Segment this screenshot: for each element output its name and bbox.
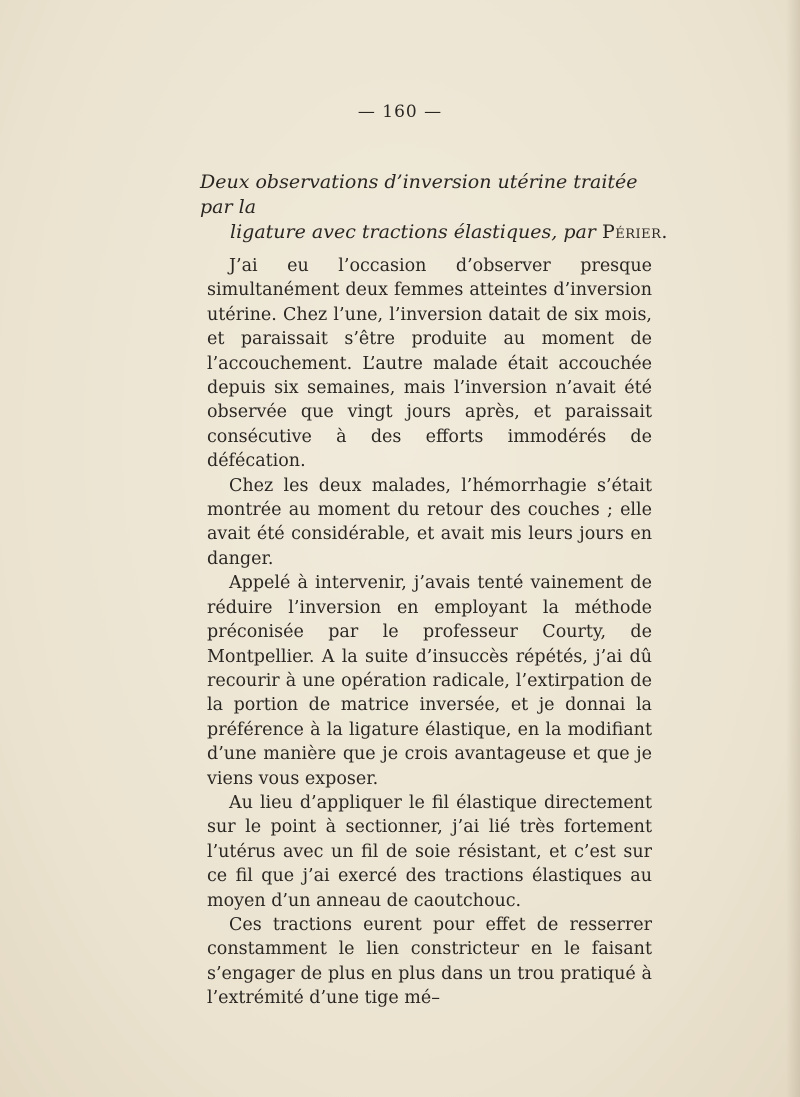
body-text [207,254,652,1011]
article-title [200,170,670,245]
paragraph: Au lieu d’appliquer le fil élastique directement sur le point à sectionner, j’ai lié très fortement l’utérus avec un fil de soie résistant, et c’est sur ce fil que j’ai exercé des tractions élastiques au moyen d’un anneau de caoutchouc. [207,792,652,911]
title-line-2-text: ligature avec tractions élastiques, par [230,221,602,243]
title-line-1: Deux observations d’inversion utérine traitée par la [200,171,638,218]
page-number: — 160 — [357,102,443,122]
page-edge-shadow [786,0,800,1097]
paragraph: Appelé à intervenir, j’avais tenté vainement de réduire l’inversion en employant la méthode préconisée par le professeur Courty, de Montpellier. A la suite d’insuccès répétés, j’ai dû recourir à une opération radicale, l’extirpation de la portion de matrice inversée, et je donnai la préférence à la ligature élastique, en la modifiant d’une manière que je crois avantageuse et que je viens vous exposer. [207,573,652,789]
paragraph: Chez les deux malades, l’hémorrhagie s’était montrée au moment du retour des couches ; elle avait été considérable, et avait mis leurs jours en danger. [207,475,652,569]
paragraph: Ces tractions eurent pour effet de resserrer constamment le lien constricteur en le faisant s’engager de plus en plus dans un trou pratiqué à l’extrémité d’une tige mé– [207,914,652,1009]
paragraph: J’ai eu l’occasion d’observer presque simultanément deux femmes atteintes d’inversion utérine. Chez l’une, l’inversion datait de six mois, et paraissait s’être produite au moment de l’accouchement. L’autre malade était accouchée depuis six semaines, mais l’inversion n’avait été observée que vingt jours après, et paraissait consécutive à des efforts immodérés de défécation. [207,256,652,472]
title-author: Périer. [601,221,668,243]
title-line-2 [200,220,670,245]
